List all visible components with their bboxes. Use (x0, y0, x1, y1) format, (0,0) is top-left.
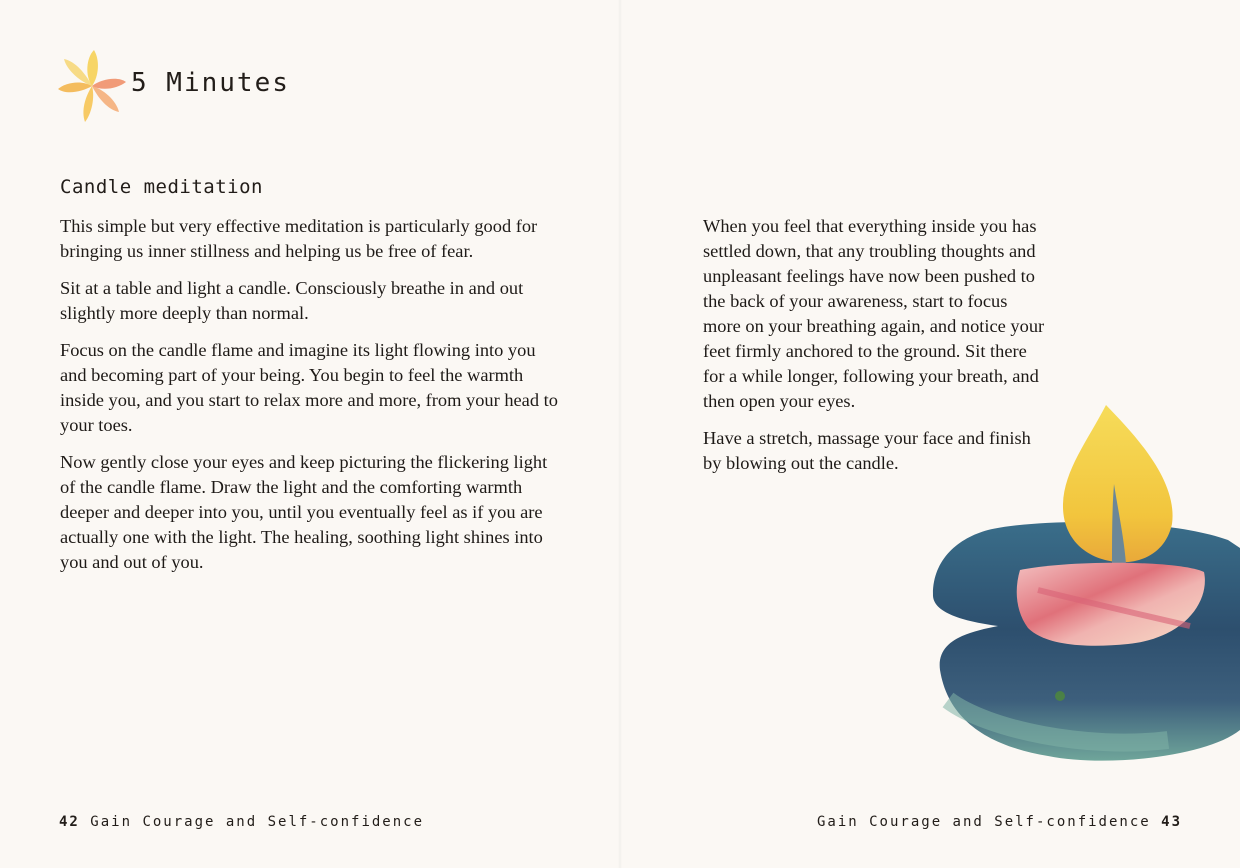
page-gutter (618, 0, 622, 868)
candle-illustration (928, 400, 1240, 768)
paragraph: This simple but very effective meditation is particularly good for bringing us inner stillness and helping us be free of fear. (60, 216, 538, 261)
section-title: Candle meditation (60, 176, 263, 198)
footer-right (817, 814, 1182, 830)
paragraph: When you feel that everything inside you has settled down, that any troubling thoughts and unpleasant feelings have now been pushed to the back of your awareness, start to focus more on your breathing again, and notice your feet firmly anchored to the ground. Sit there for a while longer, following your breath, and then open your eyes. (703, 216, 1045, 411)
flower-petals-icon (56, 48, 128, 124)
running-footer-left: Gain Courage and Self-confidence (90, 814, 425, 830)
paragraph: Now gently close your eyes and keep picturing the flickering light of the candle flame. Draw the light and the comforting warmth deeper and deeper into you, until you eventually feel as if you are actually one with the light. The healing, soothing light shines into you and out of you. (60, 452, 548, 572)
paragraph: Sit at a table and light a candle. Consciously breathe in and out slightly more deeply than normal. (60, 278, 524, 323)
page-number-right: 43 (1161, 814, 1182, 830)
running-footer-right: Gain Courage and Self-confidence (816, 814, 1151, 830)
left-text-column (60, 214, 560, 587)
paragraph: Have a stretch, massage your face and finish by blowing out the candle. (703, 428, 1031, 473)
page-number-left: 42 (59, 814, 80, 830)
footer-left (59, 814, 424, 830)
paragraph: Focus on the candle flame and imagine its light flowing into you and becoming part of your being. You begin to feel the warmth inside you, and you start to relax more and more, from your head to your toes. (60, 340, 558, 435)
time-label: 5 Minutes (131, 68, 290, 98)
